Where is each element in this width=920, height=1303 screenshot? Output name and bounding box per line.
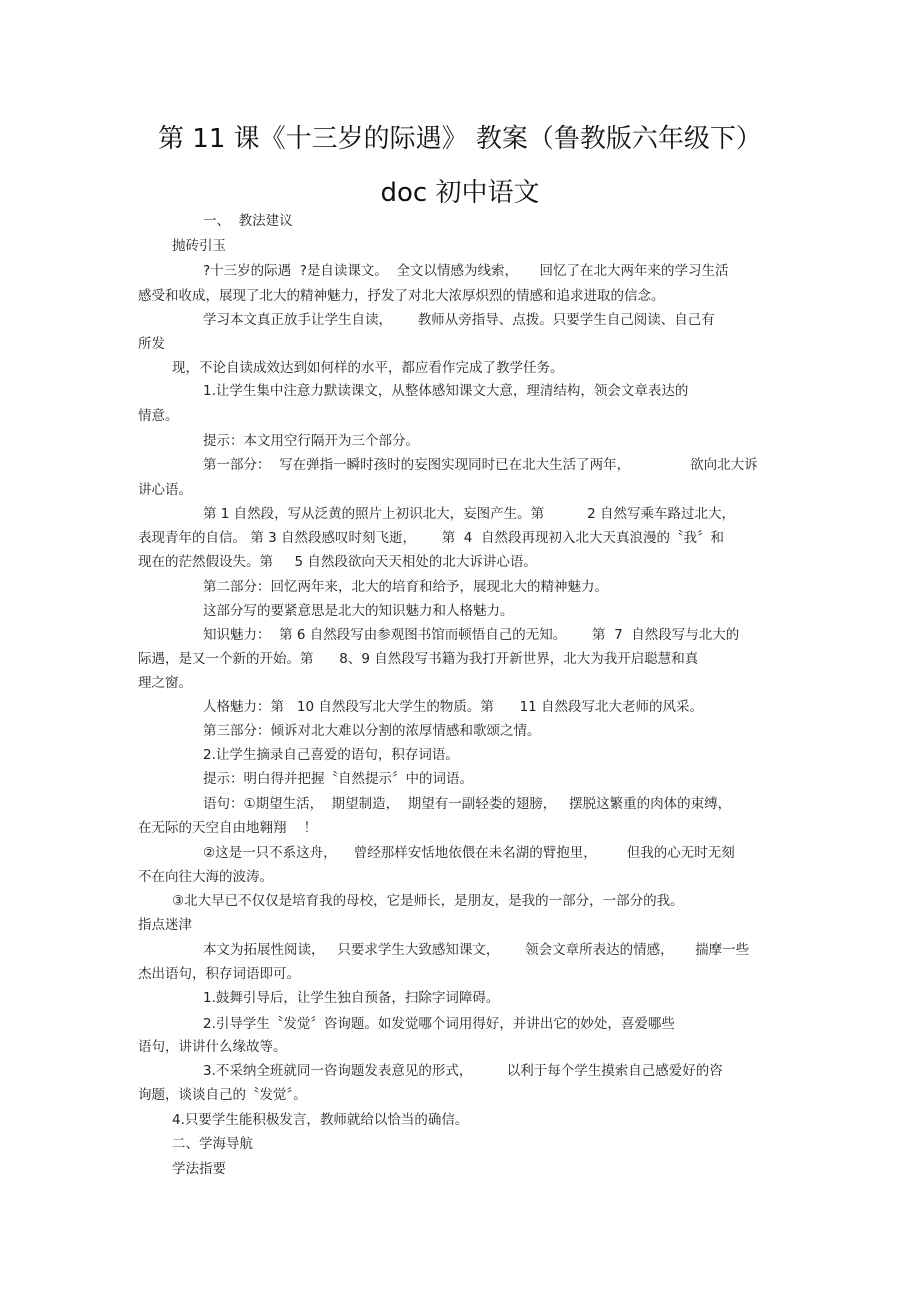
paragraph-line: 际遇，是又一个新的开始。第 8、9 自然段写书籍为我打开新世界，北大为我开启聪慧和真 — [138, 651, 699, 667]
paragraph-line: 提示：本文用空行隔开为三个部分。 — [203, 433, 419, 449]
paragraph-line: 现，不论自读成效达到如何样的水平，都应看作完成了教学任务。 — [172, 360, 564, 376]
paragraph-line: 所发 — [138, 336, 165, 352]
paragraph-line: 语句，讲讲什么缘故等。 — [138, 1039, 287, 1055]
paragraph-line: 提示：明白得并把握〝自然提示〞中的词语。 — [203, 771, 473, 787]
subsection-heading: 学法指要 — [172, 1161, 226, 1177]
paragraph-line: 1.让学生集中注意力默读课文，从整体感知课文大意，理清结构，领会文章表达的 — [203, 383, 689, 399]
section-heading: 二、学海导航 — [172, 1136, 253, 1152]
paragraph-line: 2.引导学生〝发觉〞咨询题。如发觉哪个词用得好，并讲出它的妙处，喜爱哪些 — [203, 1016, 675, 1032]
paragraph-line: 表现青年的自信。 第 3 自然段感叹时刻飞逝， 第 4 自然段再现初入北大天真浪漫的〝我〞和 — [138, 530, 724, 546]
paragraph-line: ?十三岁的际遇 ?是自读课文。 全文以情感为线索， 回忆了在北大两年来的学习生活 — [203, 263, 729, 279]
paragraph-line: 讲心语。 — [138, 482, 192, 498]
paragraph-line: 情意。 — [138, 408, 179, 424]
paragraph-line: 询题，谈谈自己的〝发觉〞。 — [138, 1087, 307, 1103]
paragraph-line: 在无际的天空自由地翱翔 ！ — [138, 820, 318, 836]
paragraph-line: ③北大早已不仅仅是培育我的母校，它是师长，是朋友，是我的一部分，一部分的我。 — [172, 893, 684, 909]
paragraph-line: 第三部分：倾诉对北大难以分割的浓厚情感和歌颂之情。 — [203, 723, 541, 739]
paragraph-line: 第二部分：回忆两年来，北大的培育和给予，展现北大的精神魅力。 — [203, 579, 608, 595]
subsection-heading: 抛砖引玉 — [172, 238, 226, 254]
paragraph-line: 1.鼓舞引导后，让学生独自预备，扫除字词障碍。 — [203, 990, 500, 1006]
paragraph-line: 4.只要学生能积极发言，教师就给以恰当的确信。 — [172, 1112, 469, 1128]
paragraph-line: 语句：①期望生活， 期望制造， 期望有一副轻娄的翅膀， 摆脱这繁重的肉体的束缚， — [203, 796, 732, 812]
paragraph-line: 3.不采纳全班就同一咨询题发表意见的形式， 以利于每个学生摸索自己感爱好的咨 — [203, 1063, 723, 1079]
paragraph-line: 知识魅力： 第 6 自然段写由参观图书馆而顿悟自己的无知。 第 7 自然段写与北大的 — [203, 627, 740, 643]
paragraph-line: 人格魅力：第 10 自然段写北大学生的物质。第 11 自然段写北大老师的风采。 — [203, 699, 704, 715]
paragraph-line: 理之窗。 — [138, 675, 192, 691]
paragraph-line: 第 1 自然段，写从泛黄的照片上初识北大，妄图产生。第 2 自然写乘车路过北大， — [203, 506, 735, 522]
subsection-heading: 指点迷津 — [138, 917, 192, 933]
section-heading: 一、 教法建议 — [203, 213, 293, 229]
paragraph-line: 学习本文真正放手让学生自读， 教师从旁指导、点拨。只要学生自己阅读、自己有 — [203, 312, 715, 328]
paragraph-line: 不在向往大海的波涛。 — [138, 869, 273, 885]
paragraph-line: 感受和收成，展现了北大的精神魅力，抒发了对北大浓厚炽烈的情感和追求进取的信念。 — [138, 288, 665, 304]
paragraph-line: 杰出语句，积存词语即可。 — [138, 966, 300, 982]
paragraph-line: 2.让学生摘录自己喜爱的语句，积存词语。 — [203, 747, 459, 763]
document-title: 第 11 课《十三岁的际遇》 教案（鲁教版六年级下） — [158, 124, 762, 154]
paragraph-line: 这部分写的要紧意思是北大的知识魅力和人格魅力。 — [203, 603, 514, 619]
paragraph-line: 本文为拓展性阅读， 只要求学生大致感知课文， 领会文章所表达的情感， 揣摩一些 — [203, 942, 750, 958]
paragraph-line: 第一部分： 写在弹指一瞬时孩时的妄图实现同时已在北大生活了两年， 欲向北大诉 — [203, 457, 758, 473]
document-subtitle: doc 初中语文 — [380, 178, 540, 208]
paragraph-line: ②这是一只不系这舟， 曾经那样安恬地依偎在未名湖的臂抱里， 但我的心无时无刻 — [203, 845, 735, 861]
paragraph-line: 现在的茫然假设失。第 5 自然段欲向天天相处的北大诉讲心语。 — [138, 554, 537, 570]
